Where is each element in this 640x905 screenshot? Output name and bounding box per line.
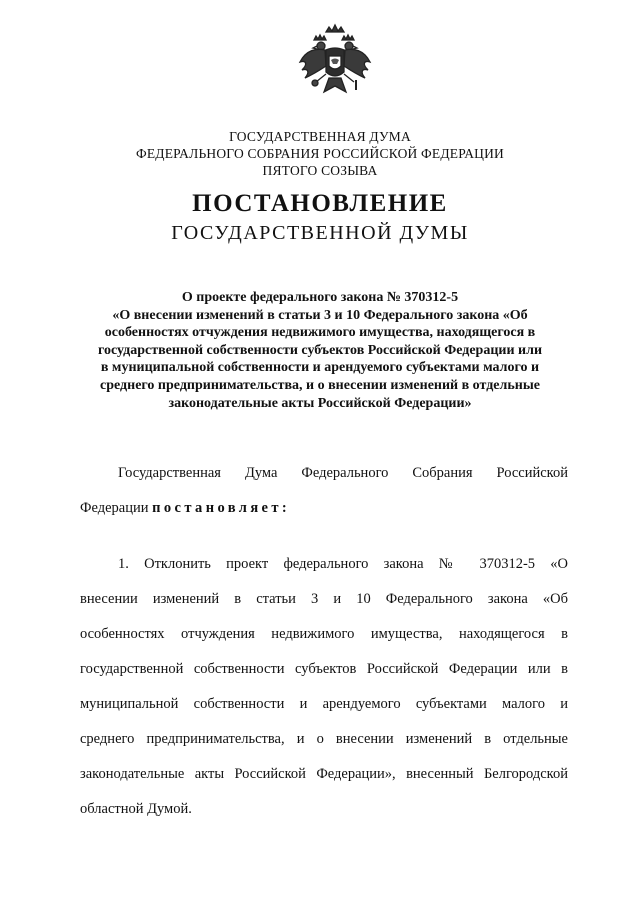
preamble-text: Федерации (80, 500, 149, 516)
item1-line: областной Думой. (80, 801, 192, 817)
item1-line: законодательные акты Российской Федерации», внесенный Белгородской (80, 766, 568, 782)
item1-line: государственной собственности субъектов Российской Федерации или в (80, 661, 568, 677)
org-name-line3: ПЯТОГО СОЗЫВА (262, 163, 378, 178)
preamble-line (80, 500, 568, 517)
document-subject (70, 289, 570, 412)
item1-line: среднего предпринимательства, и о внесении изменений в отдельные (80, 731, 568, 747)
subject-line: государственной собственности субъектов Российской Федерации или (97, 342, 543, 358)
org-name-line2: ФЕДЕРАЛЬНОГО СОБРАНИЯ РОССИЙСКОЙ ФЕДЕРАЦИИ (136, 146, 504, 161)
coat-of-arms-icon (296, 22, 374, 104)
resolution-verb: постановляет: (152, 500, 291, 516)
item1-line: муниципальной собственности и арендуемого субъектами малого и (80, 696, 568, 712)
subject-line: среднего предпринимательства, и о внесении изменений в отдельные (100, 377, 540, 393)
item1-line: внесении изменений в статьи 3 и 10 Федерального закона «Об (80, 591, 568, 607)
org-name-line1: ГОСУДАРСТВЕННАЯ ДУМА (229, 129, 411, 144)
subject-line: законодательные акты Российской Федерации» (168, 395, 472, 411)
document-type-title: ПОСТАНОВЛЕНИЕ (192, 190, 448, 217)
subject-line: особенностях отчуждения недвижимого имущества, находящегося в (104, 325, 536, 341)
item1-line: 1. Отклонить проект федерального закона № 370312-5 «О (118, 556, 568, 572)
organization-header (0, 128, 640, 179)
subject-line: в муниципальной собственности и арендуемого субъектами малого и (100, 360, 540, 376)
item1-line: особенностях отчуждения недвижимого имущества, находящегося в (80, 626, 568, 642)
document-type-subtitle: ГОСУДАРСТВЕННОЙ ДУМЫ (171, 222, 469, 244)
preamble-line: Государственная Дума Федерального Собрания Российской (118, 465, 568, 481)
subject-line: «О внесении изменений в статьи 3 и 10 Федерального закона «Об (112, 307, 528, 323)
subject-line: О проекте федерального закона № 370312-5 (181, 290, 459, 305)
